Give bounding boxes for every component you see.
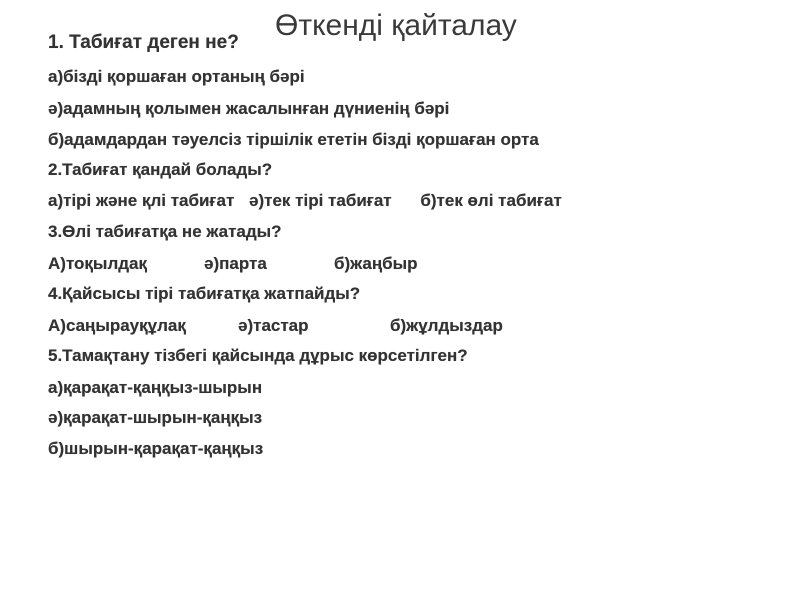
- question-3-option-a: А)тоқылдақ: [48, 254, 148, 273]
- question-1-option-c: б)адамдардан тәуелсіз тіршілік ететін бізді қоршаған орта: [48, 130, 539, 149]
- question-5-option-b: ә)қарақат-шырын-қаңқыз: [48, 408, 263, 427]
- question-2-option-a: а)тірі және қлі табиғат: [48, 191, 235, 210]
- question-3-option-b: ә)парта: [204, 254, 267, 273]
- question-1-option-a: а)бізді қоршаған ортаның бәрі: [48, 67, 305, 86]
- slide-title: Өткенді қайталау: [275, 9, 517, 42]
- question-5-option-c: б)шырын-қарақат-қаңқыз: [48, 439, 264, 458]
- question-2: 2.Табиғат қандай болады?: [48, 160, 273, 179]
- question-2-options: [48, 191, 562, 211]
- question-2-option-b: ә)тек тірі табиғат: [249, 191, 392, 210]
- question-2-option-c: б)тек өлі табиғат: [420, 191, 562, 210]
- question-5-option-a: а)қарақат-қаңқыз-шырын: [48, 378, 263, 397]
- question-4: 4.Қайсысы тірі табиғатқа жатпайды?: [48, 284, 361, 303]
- question-4-option-c: б)жұлдыздар: [390, 316, 503, 335]
- question-3-options: [48, 254, 418, 274]
- question-4-option-b: ә)тастар: [238, 316, 309, 335]
- question-3: 3.Өлі табиғатқа не жатады?: [48, 222, 282, 241]
- question-4-options: [48, 316, 503, 336]
- question-5: 5.Тамақтану тізбегі қайсында дұрыс көрсетілген?: [48, 346, 468, 365]
- question-4-option-a: А)саңырауқұлақ: [48, 316, 186, 335]
- question-1-option-b: ә)адамның қолымен жасалынған дүниенің бәрі: [48, 99, 450, 118]
- question-3-option-c: б)жаңбыр: [334, 254, 418, 273]
- question-1: 1. Табиғат деген не?: [48, 32, 239, 53]
